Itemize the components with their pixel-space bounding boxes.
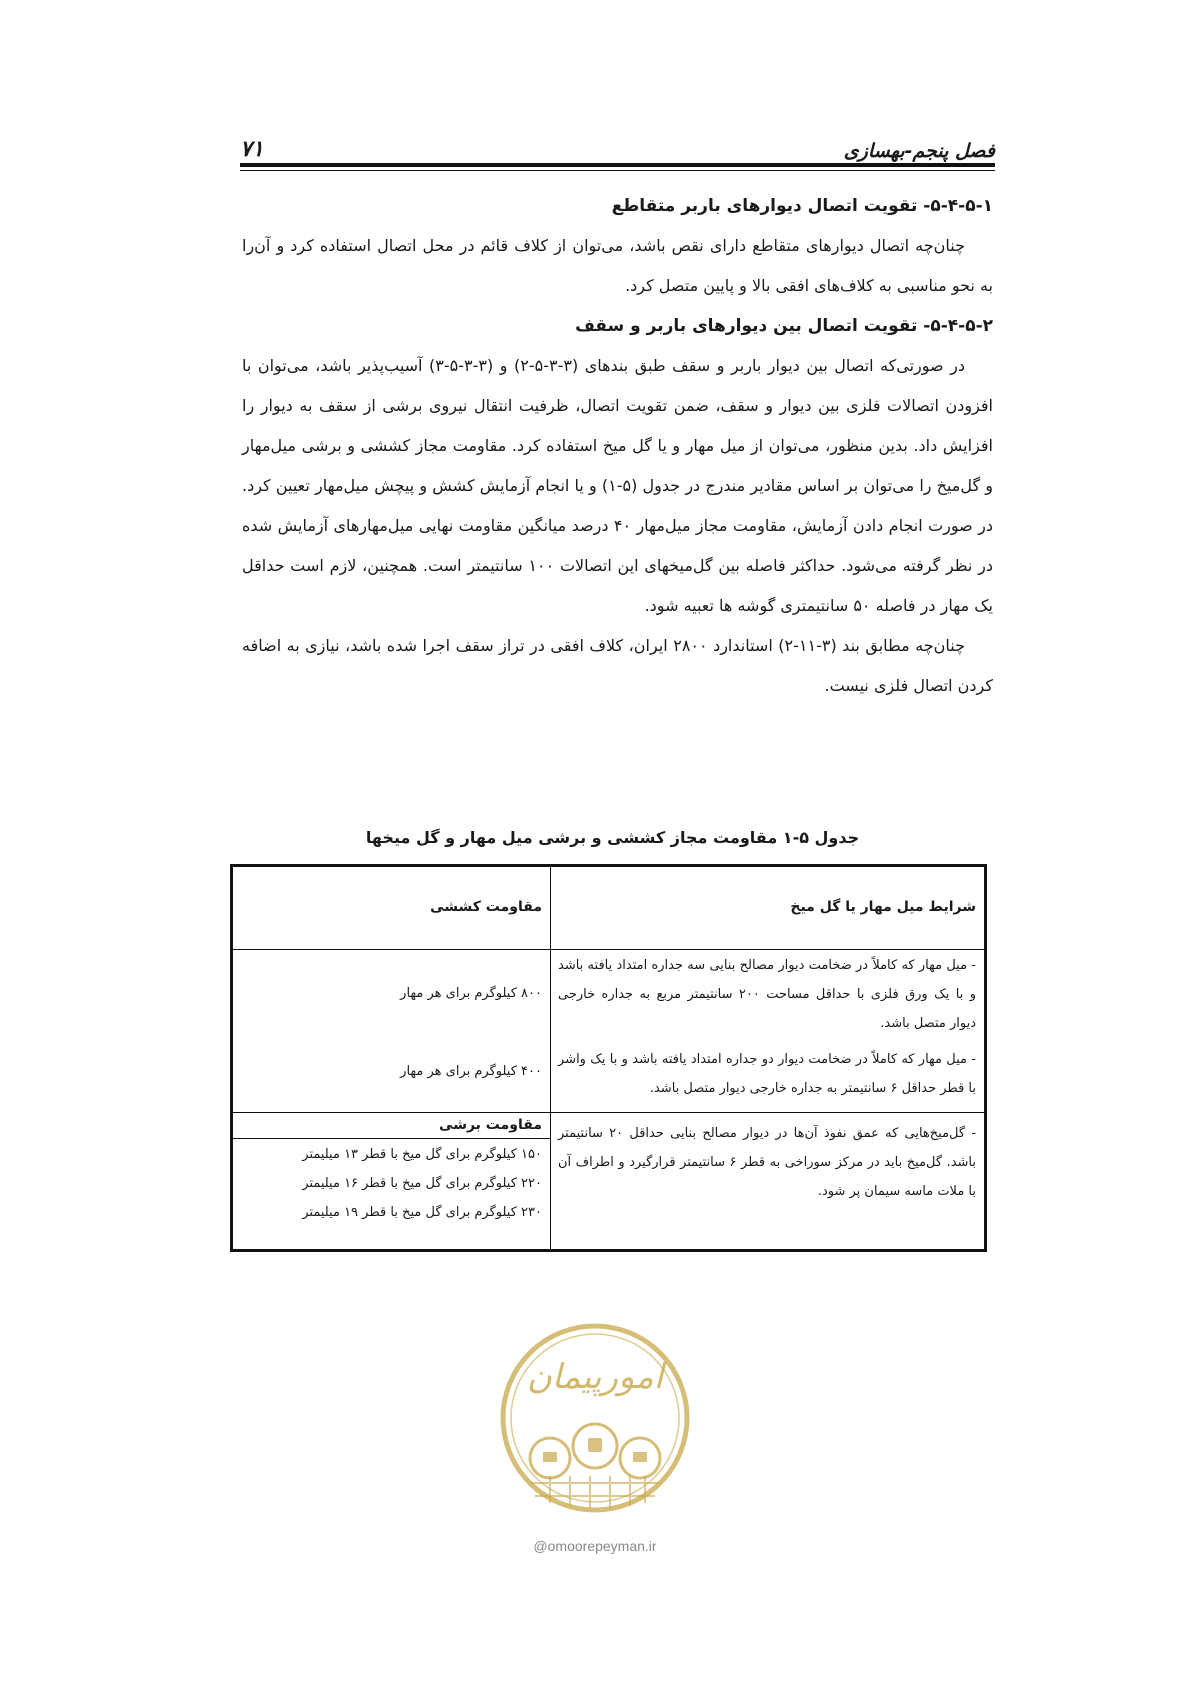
row3-condition: - گل‌میخ‌هایی که عمق نفوذ آن‌ها در دیوار مصالح بنایی حداقل ۲۰ سانتیمتر باشد. گل‌میخ باید در مرکز سوراخی به قطر ۶ سانتیمتر قرارگیرد و اطراف آن با ملات ماسه سیمان پر شود. (558, 1126, 977, 1199)
table-caption: جدول ۵-۱ مقاومت مجاز کششی و برشی میل مهار و گل میخها (365, 828, 860, 847)
watermark-logo (490, 1318, 700, 1528)
page-number: ۷۱ (240, 136, 264, 162)
shear-header: مقاومت برشی (439, 1117, 542, 1133)
paragraph-3: چنان‌چه مطابق بند (۳-۱۱-۲) استاندارد ۲۸۰۰ ایران، کلاف افقی در تراز سقف اجرا شده باشد، نیازی به اضافه کردن اتصال فلزی نیست. (242, 636, 993, 695)
shear-value-13mm: ۱۵۰ کیلوگرم برای گل میخ با قطر ۱۳ میلیمتر (302, 1147, 542, 1162)
table-header-rule (233, 949, 984, 950)
header-rule-thin (240, 170, 995, 171)
running-header (240, 128, 995, 162)
row1-tension: ۸۰۰ کیلوگرم برای هر مهار (400, 986, 542, 1001)
body-content (242, 186, 993, 706)
paragraph-1: چنان‌چه اتصال دیوارهای متقاطع دارای نقص باشد، می‌توان از کلاف قائم در محل اتصال استفاده کرد و آن‌را به نحو مناسبی به کلاف‌های افقی بالا و پایین متصل کرد. (242, 236, 993, 295)
paragraph-2: در صورتی‌که اتصال بین دیوار باربر و سقف طبق بندهای (۳-۳-۵-۲) و (۳-۳-۵-۳) آسیب‌پذیر باشد، می‌توان با افزودن اتصالات فلزی بین دیوار و سقف، ضمن تقویت اتصال، ظرفیت انتقال نیروی برشی از سقف به دیوار را افزایش داد. بدین منظور، می‌توان از میل مهار و یا گل میخ استفاده کرد. مقاومت مجاز کششی و برشی میل‌مهار و گل‌میخ را می‌توان بر اساس مقادیر مندرج در جدول (۵-۱) و یا انجام آزمایش کشش و پیچش میل‌مهار تعیین کرد. در صورت انجام دادن آزمایش، مقاومت مجاز میل‌مهار ۴۰ درصد میانگین مقاومت نهایی میل‌مهارهای آزمایش شده در نظر گرفته می‌شود. حداکثر فاصله بین گل‌میخهای این اتصالات ۱۰۰ سانتیمتر است. همچنین، لازم است حداقل یک مهار در فاصله ۵۰ سانتیمتری گوشه ها تعبیه شود. (242, 356, 993, 615)
chapter-title: فصل پنجم-بهسازی (843, 140, 995, 162)
logo-seal-icon (490, 1318, 700, 1528)
header-conditions: شرایط میل مهار یا گل میخ (790, 899, 976, 915)
anchor-strength-table (230, 864, 987, 1252)
header-tension: مقاومت کششی (430, 899, 542, 915)
watermark-url: @omoorepeyman.ir (533, 1538, 657, 1554)
row2-condition: - میل مهار که کاملاً در ضخامت دیوار دو جداره امتداد یافته باشد و با یک واشر با قطر حداقل ۶ سانتیمتر به جداره خارجی دیوار متصل باشد. (558, 1052, 976, 1096)
shear-value-16mm: ۲۲۰ کیلوگرم برای گل میخ با قطر ۱۶ میلیمتر (302, 1176, 542, 1191)
header-rule-thick (240, 163, 995, 167)
row2-tension: ۴۰۰ کیلوگرم برای هر مهار (400, 1064, 542, 1079)
logo-text: امورپیمان (526, 1357, 664, 1397)
shear-value-19mm: ۲۳۰ کیلوگرم برای گل میخ با قطر ۱۹ میلیمتر (302, 1205, 542, 1220)
row1-condition: - میل مهار که کاملاً در ضخامت دیوار مصالح بنایی سه جداره امتداد یافته باشد و با یک ورق فلزی با حداقل مساحت ۲۰۰ سانتیمتر مربع به جداره خارجی دیوار متصل باشد. (558, 958, 976, 1031)
section-heading-1: ۵-۴-۵-۱- تقویت اتصال دیوارهای باربر متقاطع (611, 196, 993, 216)
section-heading-2: ۵-۴-۵-۲- تقویت اتصال بین دیوارهای باربر و سقف (575, 316, 993, 336)
